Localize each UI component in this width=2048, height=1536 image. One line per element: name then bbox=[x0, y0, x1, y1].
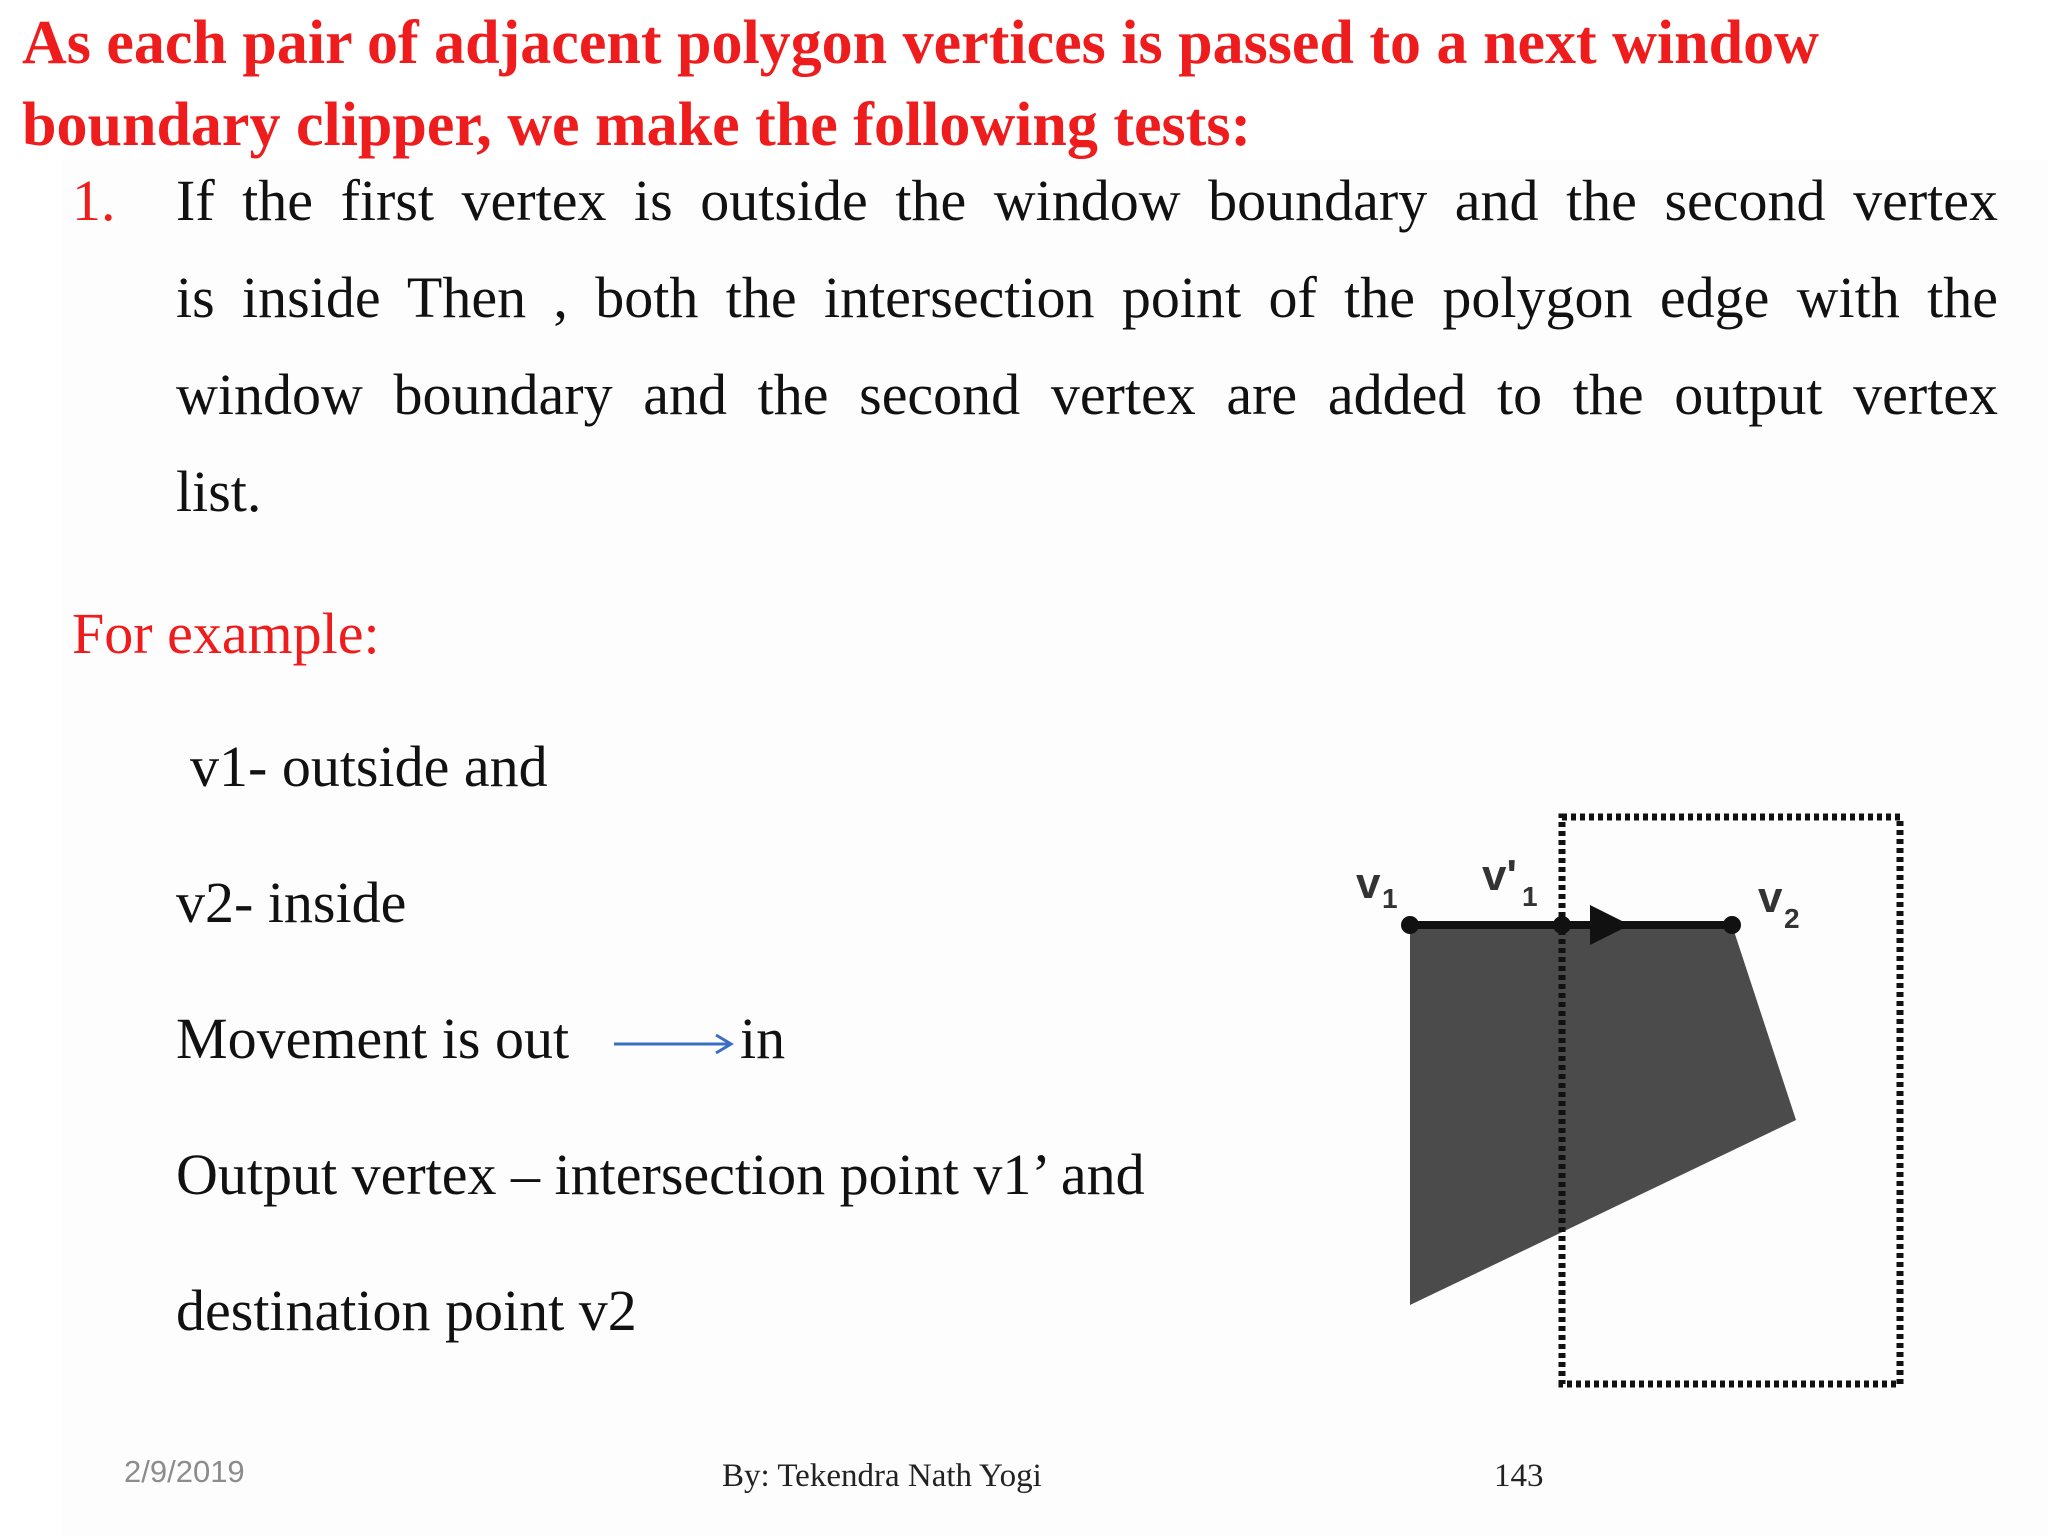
heading-line-1: As each pair of adjacent polygon vertices is passed to a next window bbox=[22, 9, 1819, 77]
clipped-polygon bbox=[1410, 925, 1796, 1305]
example-output-line-1: Output vertex – intersection point v1’ and bbox=[176, 1142, 1145, 1207]
clipping-diagram bbox=[1340, 790, 1940, 1410]
label-v2-subscript: 2 bbox=[1784, 903, 1800, 934]
label-v2: v bbox=[1758, 873, 1783, 922]
vertex-v1-point bbox=[1401, 916, 1419, 934]
vertex-v2-point bbox=[1723, 916, 1741, 934]
footer-page-number: 143 bbox=[1494, 1458, 1544, 1494]
example-output-line-2: destination point v2 bbox=[176, 1278, 637, 1343]
label-v1-subscript: 1 bbox=[1382, 883, 1398, 914]
example-v2-line: v2- inside bbox=[176, 870, 407, 935]
footer-author: By: Tekendra Nath Yogi bbox=[722, 1458, 1042, 1494]
vertex-v1-prime-point bbox=[1553, 916, 1571, 934]
right-arrow-icon bbox=[612, 1030, 736, 1058]
example-movement-prefix: Movement is out bbox=[176, 1006, 570, 1071]
example-movement-suffix: in bbox=[740, 1006, 786, 1071]
example-label: For example: bbox=[72, 601, 380, 666]
footer-date: 2/9/2019 bbox=[124, 1454, 245, 1489]
label-v1-prime-subscript: 1 bbox=[1522, 881, 1538, 912]
label-v1: v bbox=[1356, 859, 1381, 908]
heading-line-2: boundary clipper, we make the following tests: bbox=[22, 91, 1252, 159]
rule-line-1: If the first vertex is outside the window boundary and the second vertex bbox=[176, 168, 1998, 233]
label-v1-prime: v' bbox=[1482, 851, 1517, 900]
rule-line-3: window boundary and the second vertex are added to the output vertex bbox=[176, 362, 1998, 427]
rule-number: 1. bbox=[72, 168, 116, 233]
rule-line-2: is inside Then , both the intersection point of the polygon edge with the bbox=[176, 265, 1998, 330]
example-v1-line: v1- outside and bbox=[190, 734, 548, 799]
rule-line-4: list. bbox=[176, 459, 262, 524]
